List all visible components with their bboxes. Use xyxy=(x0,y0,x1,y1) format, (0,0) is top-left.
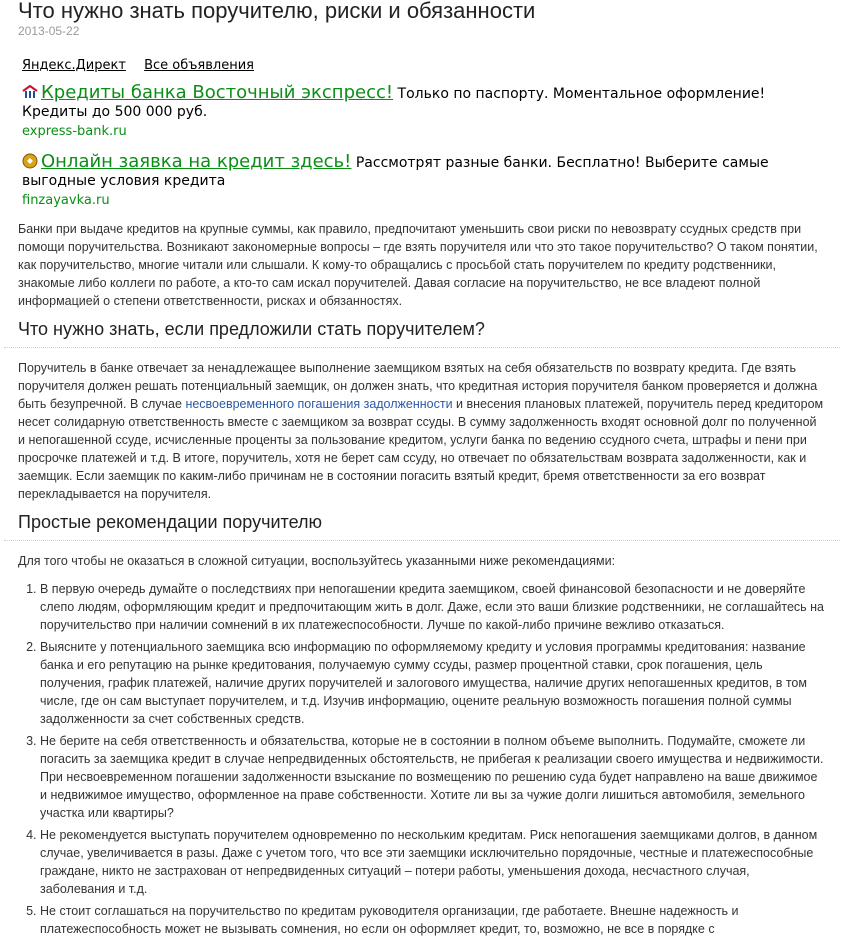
ad-item xyxy=(22,153,822,210)
section-divider xyxy=(4,540,840,541)
list-item: 5. Не стоит соглашаться на поручительство по кредитам руководителя организации, где работаете. Внешне надежность и платежеспособность может не вызывать сомнения, но если он оформляет кредит, то, возможно, не все в порядке с xyxy=(40,902,826,938)
intro-paragraph: Банки при выдаче кредитов на крупные суммы, как правило, предпочитают уменьшить свои риски по невозврату ссудных средств при помощи поручительства. Возникают закономерные вопросы – где взять поручителя или что это такое поручительство? О таком понятии, как поручительство, многие читали или слышали. К кому-то обращались с просьбой стать поручителем по кредиту родственники, знакомые либо коллеги по работе, а кто-то сам искал поручителей. Давая согласие на поручительство, не все владеют полной информацией о степени ответственности, рисках и обязанностях. xyxy=(18,222,818,308)
ads-block xyxy=(22,58,822,210)
section-heading: Простые рекомендации поручителю xyxy=(18,512,322,532)
list-item: 3. Не берите на себя ответственность и обязательства, которые не в состоянии в полном объеме выполнить. Подумайте, сможете ли погасить за заемщика кредит в случае непредвиденных обстоятельств, не прибегая к реализации своего имущества и недвижимости. При несвоевременном погашении задолженности взыскание по возмещению по решению суда будет направлено на ваше движимое и недвижимое имущество, оформленное на праве собственности. Хотите ли вы за чужие долги лишиться автомобиля, земельного участка или квартиры? xyxy=(40,732,826,822)
article-date: 2013-05-22 xyxy=(18,24,80,38)
section-lead: Для того чтобы не оказаться в сложной ситуации, воспользуйтесь указанными ниже рекомендациями: xyxy=(18,554,616,568)
recommendations-list xyxy=(18,580,826,938)
overdue-debt-link[interactable]: несвоевременного погашения задолженности xyxy=(185,397,453,411)
yandex-direct-link[interactable]: Яндекс.Директ xyxy=(22,58,126,73)
ad-text: Рассмотрят разные банки. Бесплатно! Выберите самые выгодные условия кредита xyxy=(22,155,769,189)
section-heading: Что нужно знать, если предложили стать поручителем? xyxy=(18,319,485,339)
bank-house-icon xyxy=(22,84,38,100)
ads-header xyxy=(22,58,822,76)
ad-text: Только по паспорту. Моментальное оформление! Кредиты до 500 000 руб. xyxy=(22,86,766,120)
section-paragraph: Поручитель в банке отвечает за ненадлежащее выполнение заемщиком взятых на себя обязательств по возврату кредита. Где взять поручителя должен решать потенциальный заемщик, он должен знать, что кредитная история поручителя банком проверяется и должна быть безупречной. В случае несвоевременного погашения задолженности и внесения плановых платежей, поручитель перед кредитором несет солидарную ответственность вместе с заемщиком за возврат ссуды. В сумму задолженность входят основной долг по полученной и непогашенной ссуде, исчисленные проценты за пользование кредитом, услуги банка по ведению ссудного счета, штрафы и пени при просрочке платежей и т.д. В итоге, поручитель, хотя не берет сам ссуду, но отвечает по обязательствам возврата задолженности, как и заемщик. Если заемщик по каким-либо причинам не в состоянии погасить взятый кредит, бремя ответственности за его возврат перекладывается на поручителя. xyxy=(18,361,824,501)
list-item: 2. Выясните у потенциального заемщика всю информацию по оформляемому кредиту и условия программы кредитования: название банка и его репутацию на рынке кредитования, получаемую сумму ссуды, размер процентной ставки, срок погашения, цель получения, график платежей, наличие других поручителей и залогового имущества, наличие других непогашенных кредитов, в том числе, где он сам выступает поручителем, и т.д. Изучив информацию, оцените реальную возможность погашения полной суммы задолженности за счет собственных средств. xyxy=(40,638,826,728)
ad-item xyxy=(22,84,822,141)
section-divider xyxy=(4,347,840,348)
list-item: 1. В первую очередь думайте о последствиях при непогашении кредита заемщиком, своей финансовой безопасности и не доверяйте слепо людям, оформляющим кредит и предпочитающим жить в долг. Даже, если это ваши близкие родственники, не соглашайтесь на поручительство при наличии сомнений в их платежеспособности. Лучше по какой-либо причине вежливо отказаться. xyxy=(40,580,826,634)
coin-icon xyxy=(22,153,38,169)
ad-domain: finzayavka.ru xyxy=(22,193,110,208)
ad-title-link[interactable]: Онлайн заявка на кредит здесь! xyxy=(41,151,352,172)
ad-domain: express-bank.ru xyxy=(22,124,127,139)
list-item: 4. Не рекомендуется выступать поручителем одновременно по нескольким кредитам. Риск непогашения заемщиками долгов, в данном случае, увеличивается в разы. Даже с учетом того, что все эти заемщики исключительно порядочные, честные и платежеспособные граждане, никто не застрахован от непредвиденных ситуаций – потери работы, уменьшения дохода, несчастного случая, заболевания и т.д. xyxy=(40,826,826,898)
all-ads-link[interactable]: Все объявления xyxy=(144,58,254,73)
article-body xyxy=(18,220,826,942)
ad-title-link[interactable]: Кредиты банка Восточный экспресс! xyxy=(41,82,394,103)
article-title: Что нужно знать поручителю, риски и обязанности xyxy=(18,0,536,23)
